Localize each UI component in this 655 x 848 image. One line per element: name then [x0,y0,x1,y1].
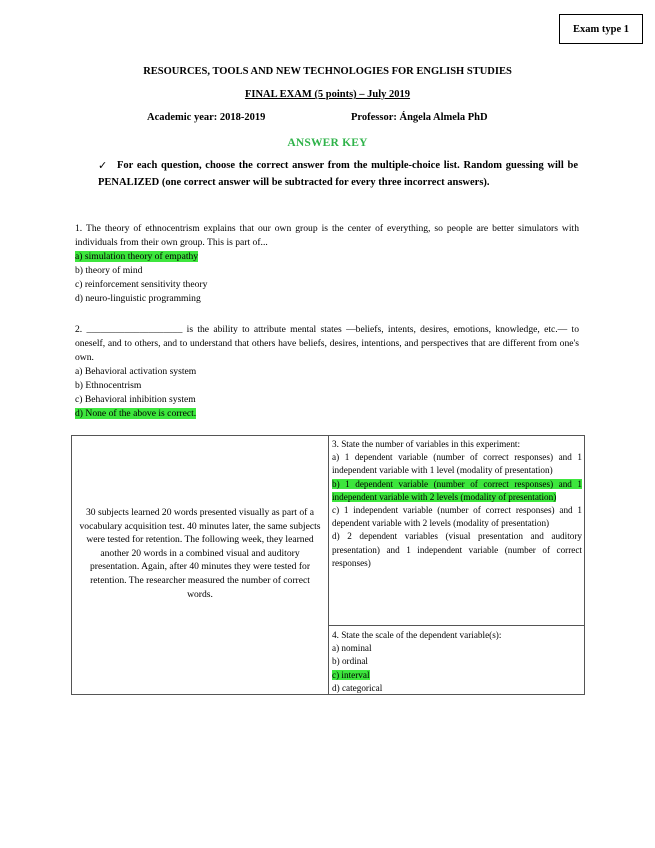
exam-type-box: Exam type 1 [559,14,643,44]
course-title: RESOURCES, TOOLS AND NEW TECHNOLOGIES FOR ENGLISH STUDIES [143,66,512,77]
question-4-text: 4. State the scale of the dependent variable(s): [332,630,502,640]
question-1 [75,222,579,306]
question-3-option-a: a) 1 dependent variable (number of correct responses) and 1 independent variable with 1 level (modality of presentation) [332,452,582,476]
experiment-scenario: 30 subjects learned 20 words presented visually as part of a vocabulary acquisition test. 40 minutes later, the same subjects were tested for retention. The following week, they learned another 20 words in a combined visual and auditory presentation. Again, after 40 minutes they were tested for retention. The researcher measured the number of correct words. [79,507,321,600]
question-3-option-c: c) 1 independent variable (number of correct responses) and 1 dependent variable with 2 levels (modality of presentation) [332,505,582,529]
professor: Professor: Ángela Almela PhD [351,112,488,123]
question-2-option-c: c) Behavioral inhibition system [75,394,196,405]
table-divider-horizontal [328,625,584,626]
table-divider-vertical [328,436,329,694]
question-4 [332,629,582,695]
question-3-option-b: b) 1 dependent variable (number of correct responses) and 1 independent variable with 2 levels (modality of presentation) [332,478,582,502]
question-2 [75,323,579,421]
question-1-option-a: a) simulation theory of empathy [75,251,199,262]
question-2-option-a: a) Behavioral activation system [75,366,197,377]
experiment-table [71,435,585,695]
question-1-option-c: c) reinforcement sensitivity theory [75,279,208,290]
question-1-option-b: b) theory of mind [75,265,143,276]
question-3 [332,438,582,570]
question-3-option-d: d) 2 dependent variables (visual presentation and auditory presentation) and 1 independent variable (number of correct responses) [332,531,582,568]
question-2-option-d: d) None of the above is correct. [75,408,197,419]
question-4-option-d: d) categorical [332,682,383,693]
question-4-option-c: c) interval [332,669,370,680]
question-2-text: 2. ____________________ is the ability to attribute mental states —beliefs, intents, desires, emotions, knowledge, etc.— to oneself, and to others, and to understand that others have beliefs, desires, intentions, and perspectives that are different from one's own. [75,324,579,363]
instruction-text: For each question, choose the correct answer from the multiple-choice list. Random guessing will be PENALIZED (one correct answer will be subtracted for every three incorrect answers). [98,160,578,188]
exam-title: FINAL EXAM (5 points) – July 2019 [244,89,411,100]
question-4-option-b: b) ordinal [332,656,368,667]
question-1-text: 1. The theory of ethnocentrism explains that our own group is the center of everything, so people are better simulators with individuals from their own group. This is part of... [75,223,579,248]
question-3-text: 3. State the number of variables in this experiment: [332,439,521,449]
question-1-option-d: d) neuro-linguistic programming [75,293,201,304]
academic-year: Academic year: 2018-2019 [147,112,266,123]
checkmark-icon: ✓ [98,160,108,172]
question-4-option-a: a) nominal [332,643,372,654]
question-2-option-b: b) Ethnocentrism [75,380,142,391]
answer-key-heading: ANSWER KEY [287,137,368,149]
